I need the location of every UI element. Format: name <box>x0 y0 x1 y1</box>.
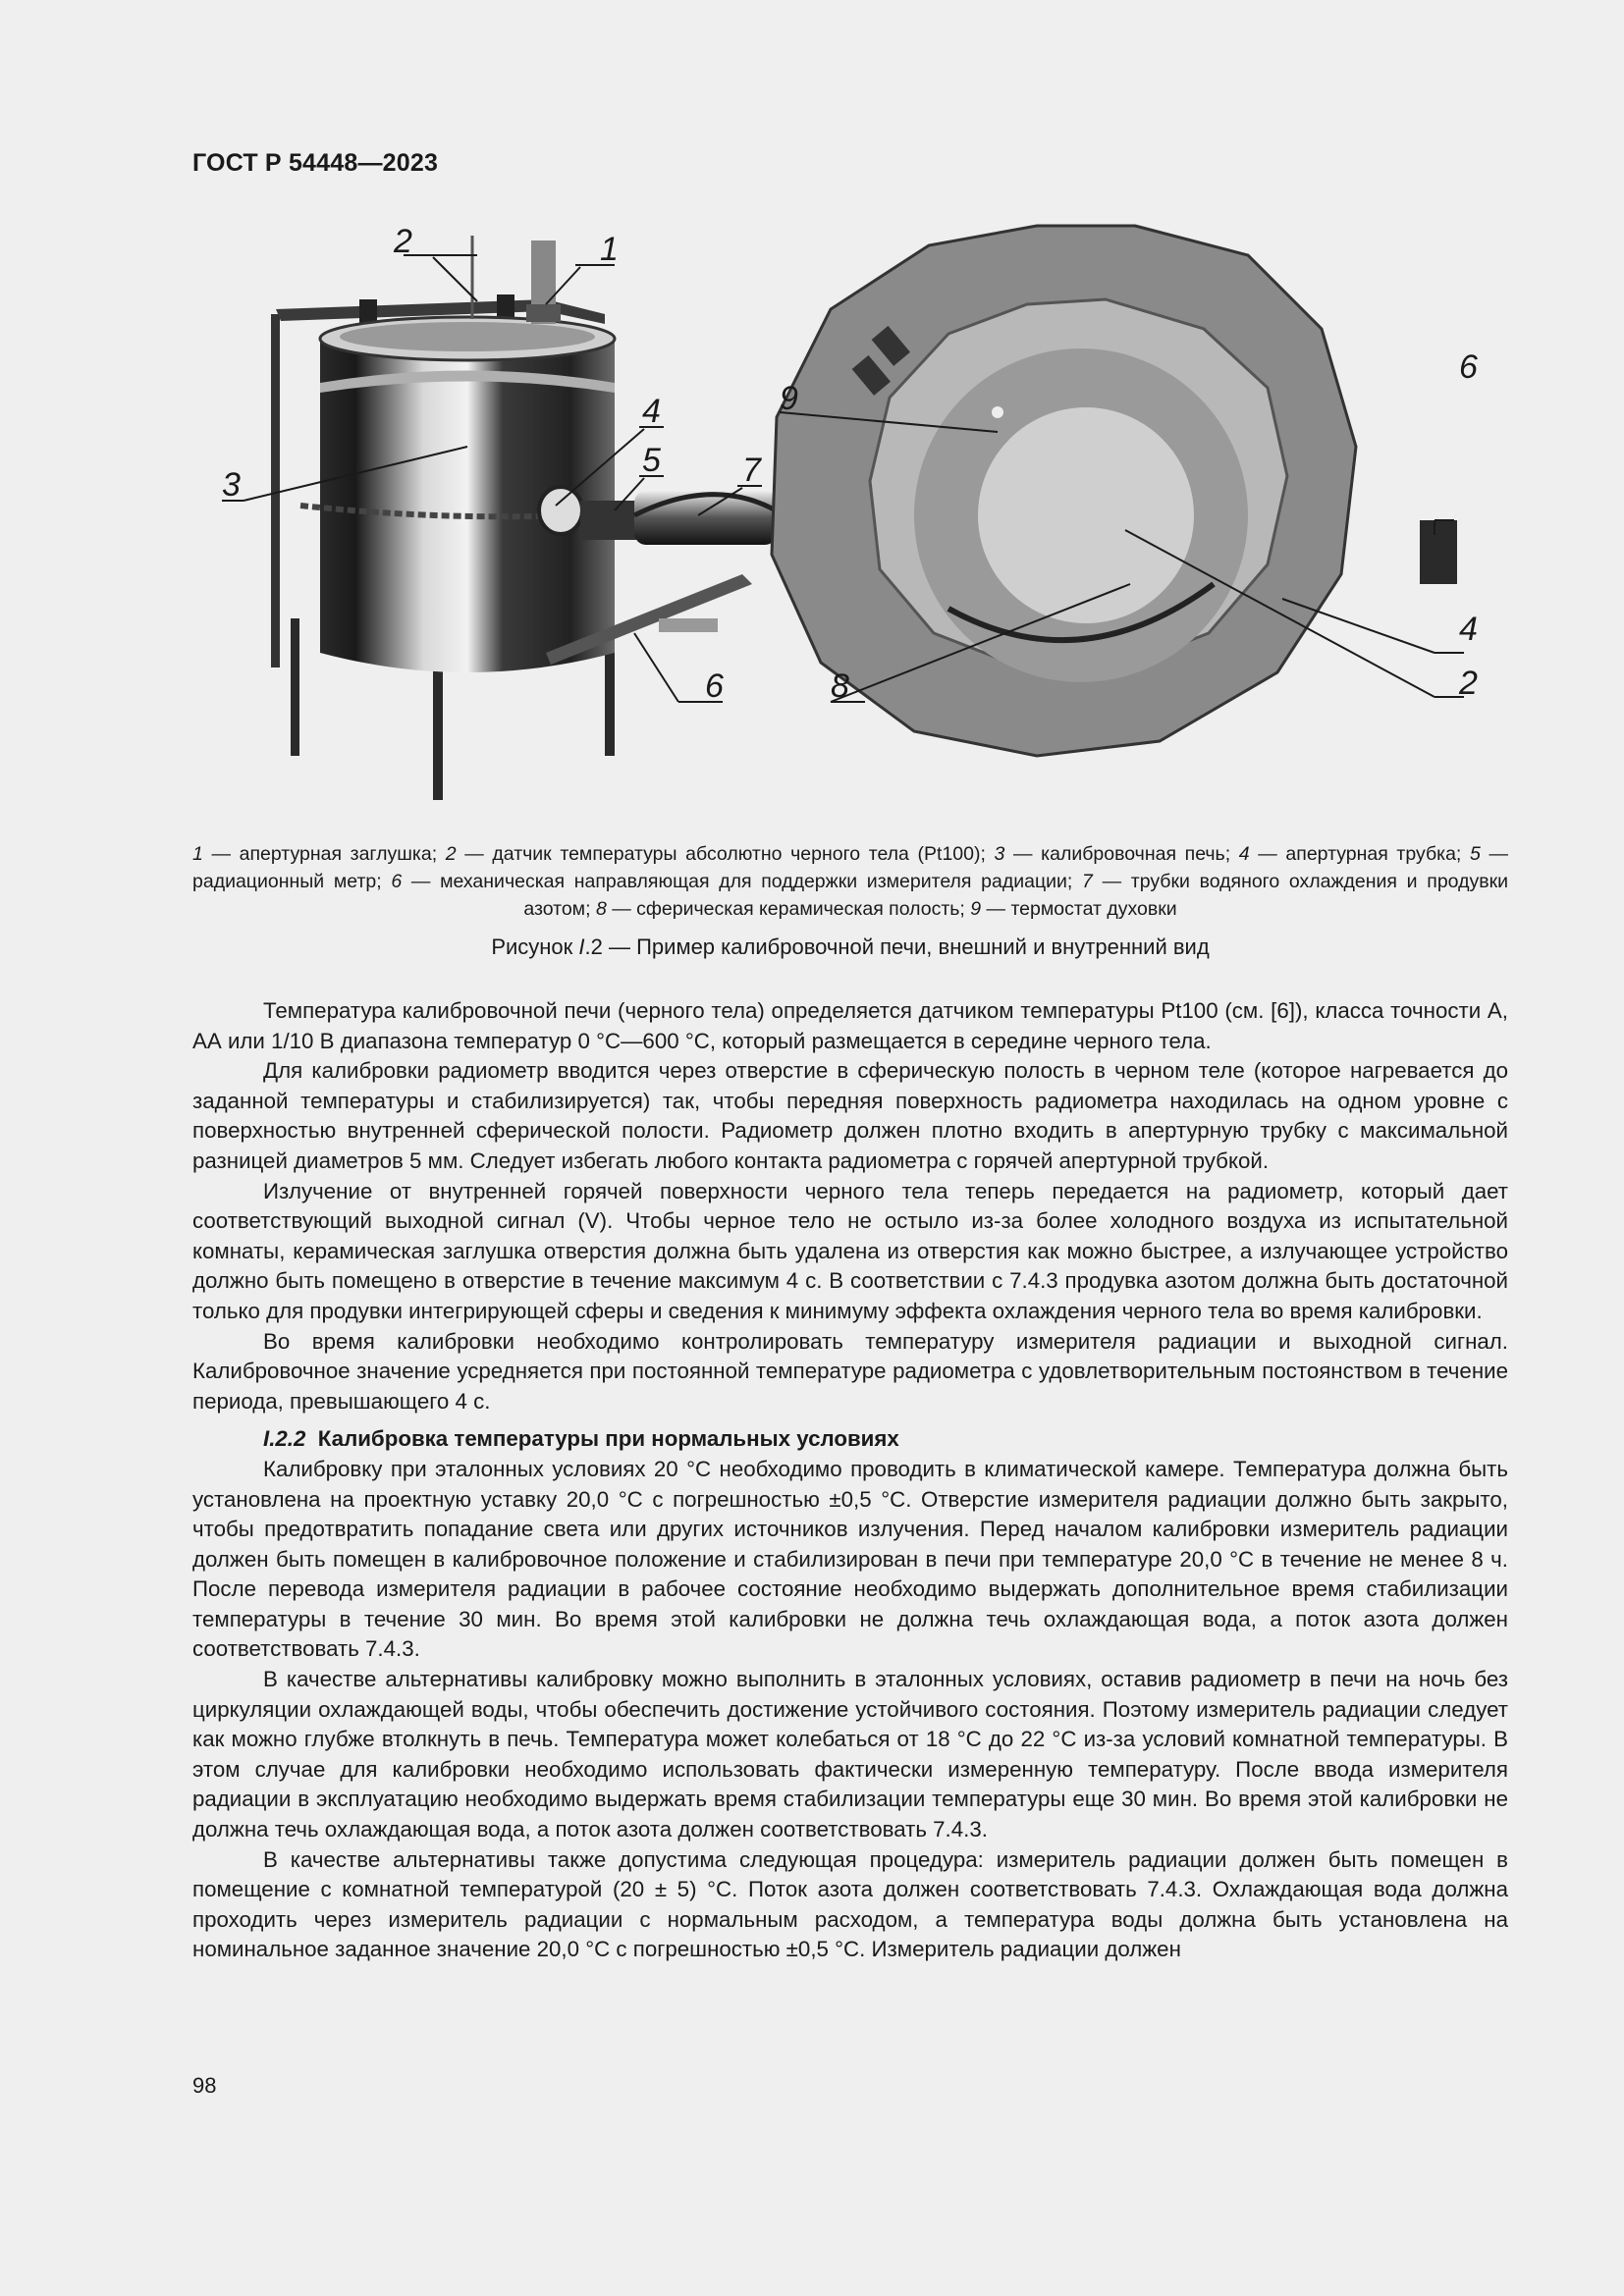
callout-6-right: 6 <box>1459 348 1478 386</box>
page-number: 98 <box>192 2073 217 2098</box>
legend-text: — механическая направляющая для поддержки измерителя радиации; <box>402 871 1083 892</box>
legend-text: — трубки водяного охлаждения и продувки азотом; <box>523 871 1508 920</box>
callout-8-right: 8 <box>831 667 849 705</box>
figure-caption <box>192 934 1508 960</box>
legend-num: 4 <box>1238 843 1250 865</box>
paragraph: Во время калибровки необходимо контролировать температуру измерителя радиации и выходной сигнал. Калибровочное значение усредняется при постоянной температуре радиометра с удовлетворительным постоянством в течение периода, превышающего 4 с. <box>192 1328 1508 1414</box>
legend-text: — калибровочная печь; <box>1004 843 1239 865</box>
callout-9-right: 9 <box>780 380 798 417</box>
legend-num: 7 <box>1082 871 1093 892</box>
legend-text: — сферическая керамическая полость; <box>606 898 971 920</box>
furnace-external-view <box>271 236 791 800</box>
callout-3-left: 3 <box>222 466 241 504</box>
legend-num: 8 <box>595 898 607 920</box>
paragraph: В качестве альтернативы калибровку можно выполнить в эталонных условиях, оставив радиометр в печи на ночь без циркуляции охлаждающей воды, чтобы обеспечить достижение устойчивого состояния. Поэтому измеритель радиации следует как можно глубже втолкнуть в печь. Температура может колебаться от 18 °С до 22 °С из-за условий комнатной температуры. В этом случае для калибровки необходимо использовать фактически измеренную температуру. После ввода измерителя радиации в эксплуатацию необходимо выдержать время стабилизации температуры еще 30 мин. Во время этой калибровки не должна течь охлаждающая вода, а поток азота должен соответствовать 7.4.3. <box>192 1667 1508 1842</box>
legend-text: — апертурная заглушка; <box>202 843 446 865</box>
furnace-internal-view <box>772 226 1457 756</box>
callout-4-left: 4 <box>642 393 661 430</box>
section-title: Калибровка температуры при нормальных условиях <box>317 1426 899 1452</box>
legend-text: — датчик температуры абсолютно черного тела (Pt100); <box>456 843 995 865</box>
figure-calibration-furnace <box>192 221 1508 820</box>
caption-letter: I <box>578 934 585 959</box>
legend-num: 5 <box>1470 843 1481 865</box>
callout-2-left: 2 <box>394 223 412 260</box>
paragraph: Калибровку при эталонных условиях 20 °С необходимо проводить в климатической камере. Температура должна быть установлена на проектную уставку 20,0 °С с погрешностью ±0,5 °С. Отверстие измерителя радиации должно быть закрыто, чтобы предотвратить попадание света или других источников излучения. Перед началом калибровки измеритель радиации должен быть помещен в калибровочное положение и стабилизирован в печи при температуре 20,0 °С в течение не менее 8 ч. После перевода измерителя радиации в рабочее состояние необходимо выдержать дополнительное время стабилизации температуры в течение 30 мин. Во время этой калибровки не должна течь охлаждающая вода, а поток азота должен соответствовать 7.4.3. <box>192 1456 1508 1662</box>
callout-4-right: 4 <box>1459 611 1478 648</box>
caption-rest: .2 — Пример калибровочной печи, внешний и внутренний вид <box>584 934 1210 959</box>
paragraph: Температура калибровочной печи (черного тела) определяется датчиком температуры Pt100 (см. [6]), класса точности А, АА или 1/10 В диапазона температур 0 °С—600 °С, который размещается в середине черного тела. <box>192 998 1508 1053</box>
figure-legend <box>192 840 1508 923</box>
callout-6-left: 6 <box>705 667 724 705</box>
callout-7-left: 7 <box>742 452 761 489</box>
callout-5-left: 5 <box>642 442 661 479</box>
figure-drawing <box>192 221 1508 820</box>
legend-num: 3 <box>994 843 1005 865</box>
paragraph: В качестве альтернативы также допустима следующая процедура: измеритель радиации должен быть помещен в помещение с комнатной температурой (20 ± 5) °С. Поток азота должен соответствовать 7.4.3. Охлаждающая вода должна проходить через измеритель радиации с нормальным расходом, а температура воды должна быть установлена на номинальное заданное значение 20,0 °С с погрешностью ±0,5 °С. Измеритель радиации должен <box>192 1846 1508 1962</box>
legend-text: — радиационный метр; <box>192 843 1509 892</box>
paragraph: Для калибровки радиометр вводится через отверстие в сферическую полость в черном теле (которое нагревается до заданной температуры и стабилизируется) так, чтобы передняя поверхность радиометра находилась на одном уровне с поверхностью внутренней сферической полости. Радиометр должен плотно входить в апертурную трубку с максимальной разницей диаметров 5 мм. Следует избегать любого контакта радиометра с горячей апертурной трубкой. <box>192 1058 1508 1173</box>
paragraph: Излучение от внутренней горячей поверхности черного тела теперь передается на радиометр, который дает соответствующий выходной сигнал (V). Чтобы черное тело не остыло из-за более холодного воздуха из испытательной комнаты, керамическая заглушка отверстия должна быть удалена из отверстия как можно быстрее, а излучающее устройство должно быть помещено в отверстие в течение максимум 4 с. В соответствии с 7.4.3 продувка азотом должна быть достаточной только для продувки интегрирующей сферы и сведения к минимуму эффекта охлаждения черного тела во время калибровки. <box>192 1178 1508 1323</box>
legend-text: — термостат духовки <box>981 898 1177 920</box>
legend-num: 6 <box>391 871 403 892</box>
document-header: ГОСТ Р 54448—2023 <box>192 149 439 177</box>
legend-num: 1 <box>192 843 203 865</box>
legend-text: — апертурная трубка; <box>1249 843 1470 865</box>
callout-1-left: 1 <box>600 231 619 268</box>
section-heading <box>192 1424 1508 1455</box>
callout-2-right: 2 <box>1459 665 1478 702</box>
legend-num: 9 <box>970 898 982 920</box>
caption-prefix: Рисунок <box>491 934 579 959</box>
document-body <box>192 996 1508 1965</box>
legend-num: 2 <box>445 843 457 865</box>
section-number: I.2.2 <box>263 1426 306 1452</box>
